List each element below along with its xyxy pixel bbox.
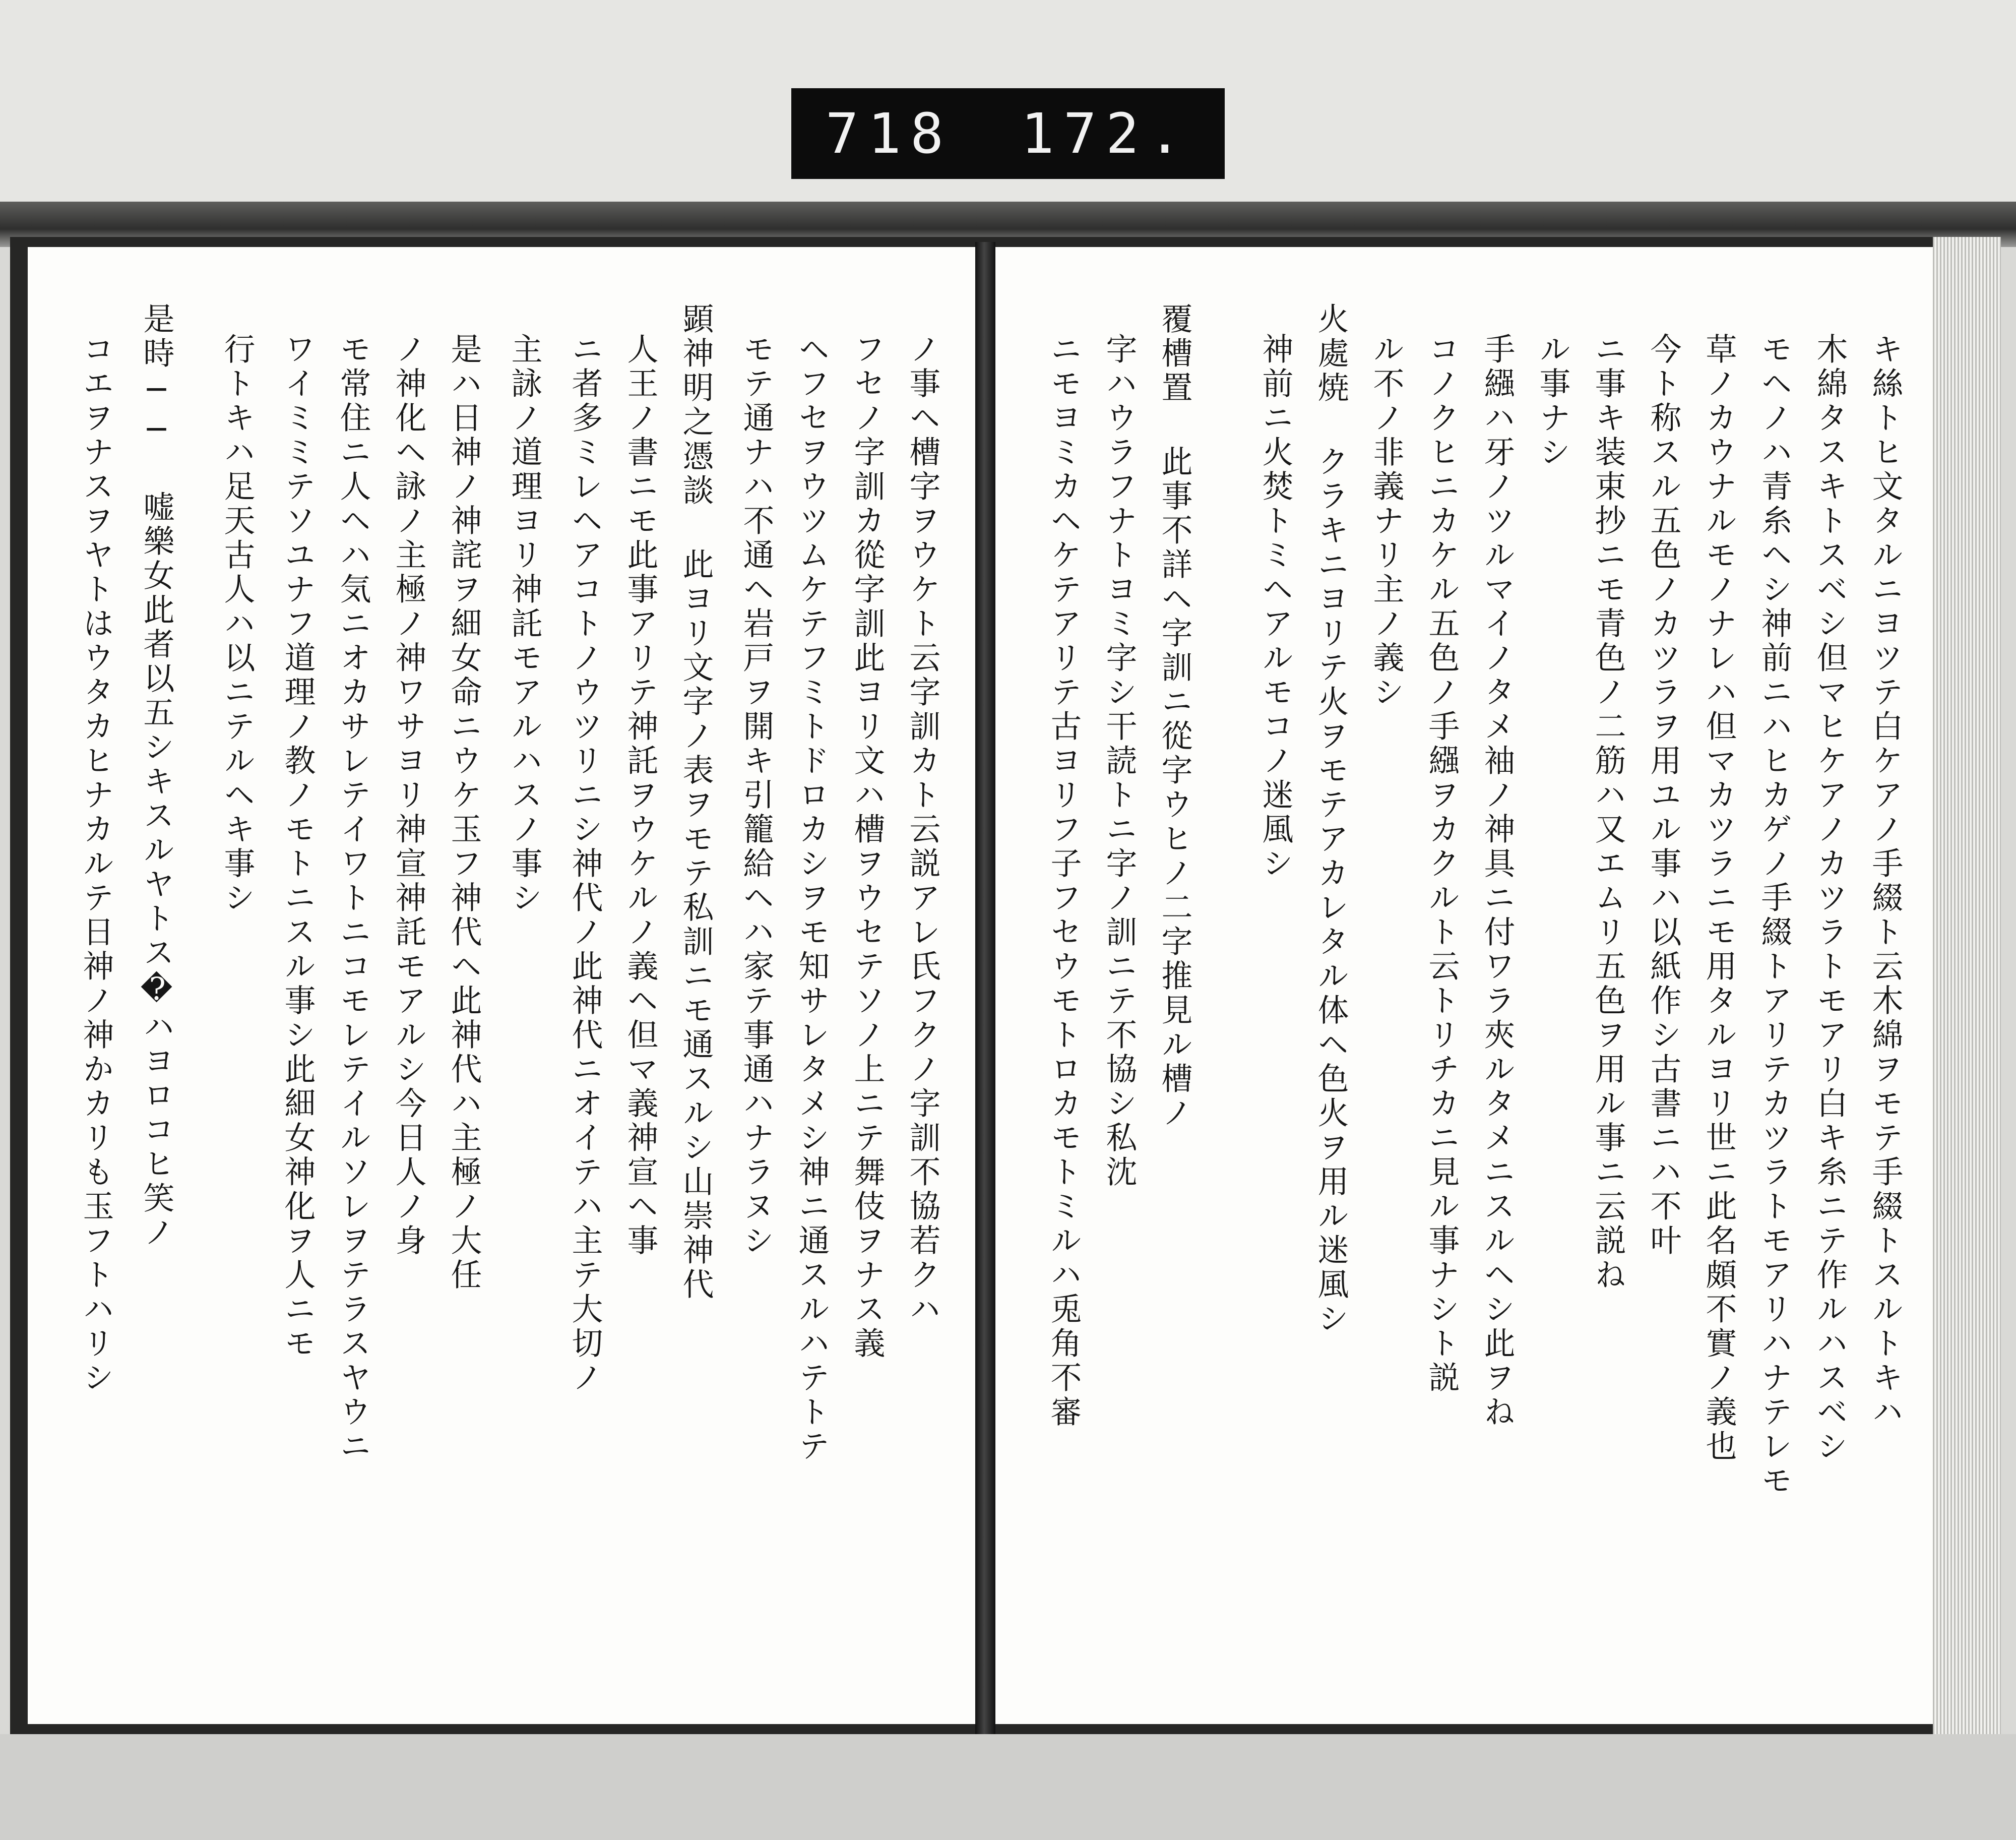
right-page-column-14: 字ハウラフナトヨミ字シ干読トニ字ノ訓ニテ不協シ私沈 [1101,333,1138,1190]
right-page-column-2: 木綿タスキトスベシ但マヒケアノカツラトモアリ白キ糸ニテ作ルハスベシ [1811,333,1848,1464]
left-page-column-2: フセノ字訓カ從字訓此ヨリ文ハ槽ヲウセテソノ上ニテ舞伎ヲナス義 [849,333,886,1361]
right-page-column-11: 火處焼 クラキニヨリテ火ヲモテアカレタル体ヘ色火ヲ用ル迷風シ [1312,302,1349,1336]
left-page-column-6: 人王ノ書ニモ此事アリテ神託ヲウケルノ義ヘ但マ義神宣ヘ事 [622,333,659,1258]
right-page-column-8: 手繦ハ牙ノツルマイノタメ袖ノ神具ニ付ワラ夾ルタメニスルヘシ此ヲね [1479,333,1516,1430]
label-page-number: 172. [1021,101,1191,166]
left-page-column-3: ヘフセヲウツムケテフミトドロカシヲモ知サレタメシ神ニ通スルハテトテ [793,333,830,1464]
right-page-column-3: モヘノハ青糸ヘシ神前ニハヒカゲノ手綴トアリテカツラトモアリハナテレモ [1756,333,1793,1498]
right-page-column-12: 神前ニ火焚トミヘアルモコノ迷風シ [1257,333,1294,881]
archive-label-card [791,88,1225,179]
left-page-column-14: 是時── 嘘樂女此者以五シキスルヤトス�ハヨロコヒ笑ノ [138,302,175,1250]
book-gutter [975,242,995,1744]
left-page-column-13: 行トキハ足天古人ハ以ニテルヘキ事シ [219,333,256,915]
left-page-column-12: ワイミミテソユナフ道理ノ教ノモトニスル事シ此細女神化ヲ人ニモ [279,333,316,1361]
left-page-column-15: コエヲナスヲヤトはウタカヒナカルテ日神ノ神かカリも玉フトハリシ [78,333,114,1395]
page-edges [1933,237,2001,1749]
right-page-column-9: コノクヒニカケル五色ノ手繦ヲカクルト云トリチカニ見ル事ナシト説 [1423,333,1460,1395]
left-page-column-1: ノ事ヘ槽字ヲウケト云字訓カト云説アレ氏フクノ字訓不協若クハ [904,333,941,1327]
right-page-column-13: 覆槽置 此事不詳ヘ字訓ニ從字ウヒノ二字推見ル槽ノ [1156,302,1193,1131]
scan-bottom-margin [0,1734,2016,1840]
right-page-column-4: 草ノカウナルモノナレハ但マカツラニモ用タルヨリ世ニ此名頗不實ノ義也 [1700,333,1737,1464]
left-page-column-5: 顕神明之憑談 此ヨリ文字ノ表ヲモテ私訓ニモ通スルシ山崇神代 [677,302,714,1302]
right-page-column-10: ル不ノ非義ナリ主ノ義シ [1368,333,1405,710]
left-page-column-7: ニ者多ミレヘアコトノウツリニシ神代ノ此神代ニオイテハ主テ大切ノ [566,333,603,1395]
right-page-column-15: ニモヨミカヘケテアリテ古ヨリフ子フセウモトロカモトミルハ兎角不審 [1045,333,1082,1430]
right-page-column-7: ル事ナシ [1534,333,1571,470]
left-page-column-10: ノ神化ヘ詠ノ主極ノ神ワサヨリ神宣神託モアルシ今日人ノ身 [390,333,427,1258]
label-volume-number: 718 [825,101,953,166]
left-page-column-9: 是ハ日神ノ神詫ヲ細女命ニウケ玉フ神代ヘ此神代ハ主極ノ大任 [446,333,482,1293]
left-page-column-8: 主詠ノ道理ヨリ神託モアルハスノ事シ [506,333,543,915]
right-page-column-6: ニ事キ装束抄ニモ青色ノ二筋ハ又エムリ五色ヲ用ル事ニ云説ね [1590,333,1626,1293]
left-page-column-11: モ常住ニ人ヘハ気ニオカサレテイワトニコモレテイルソレヲテラスヤウニ [335,333,371,1464]
right-page-column-1: キ絲トヒ文タルニヨツテ白ケアノ手綴ト云木綿ヲモテ手綴トスルトキハ [1867,333,1904,1430]
right-page-column-5: 今ト称スル五色ノカツラヲ用ユル事ハ以紙作シ古書ニハ不叶 [1645,333,1682,1258]
left-page-column-4: モテ通ナハ不通ヘ岩戸ヲ開キ引籠給ヘハ家テ事通ハナラヌシ [738,333,775,1258]
